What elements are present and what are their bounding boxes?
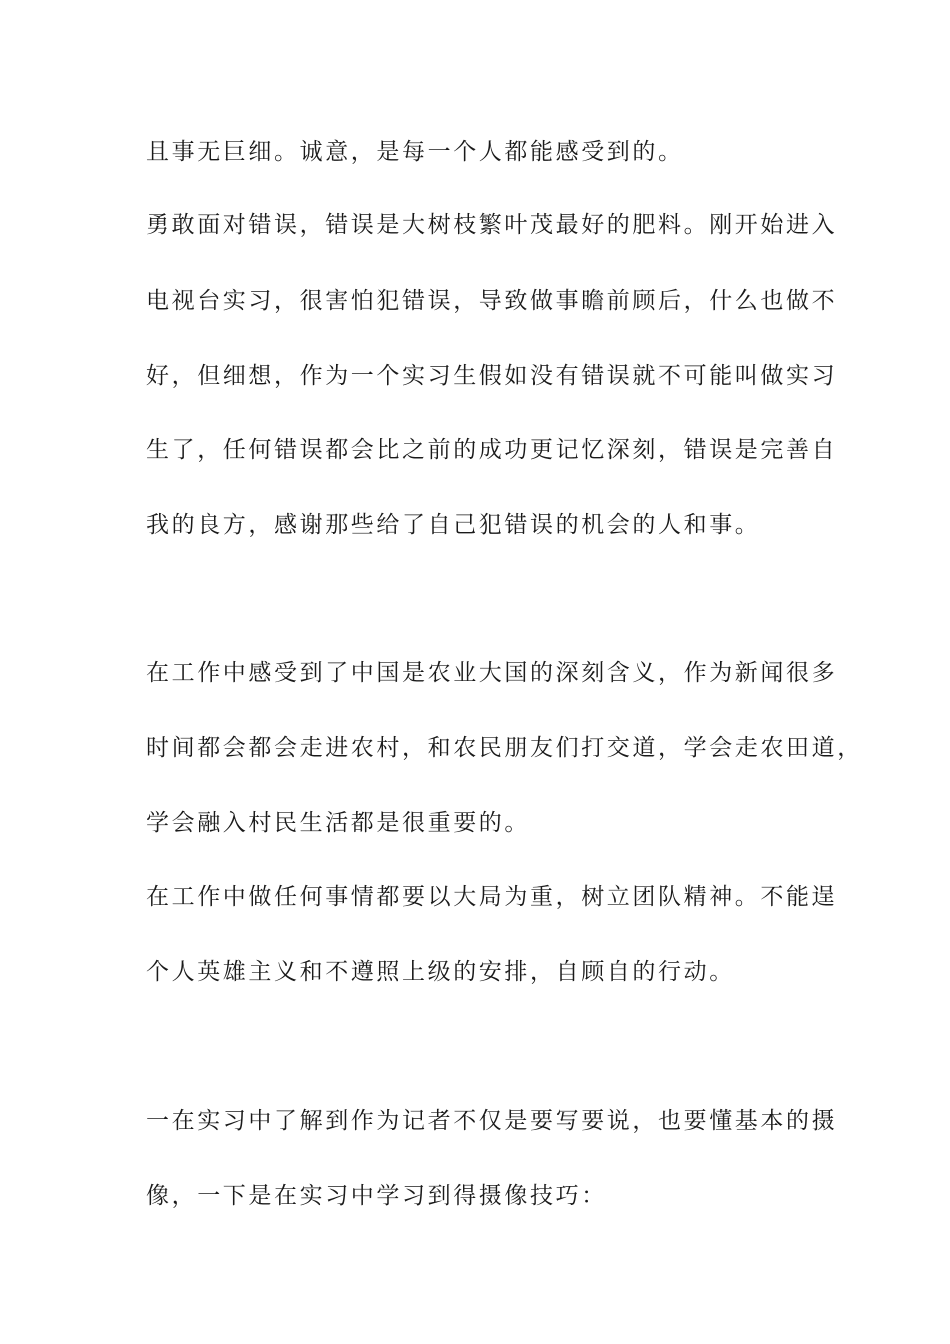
text-line: 生了，任何错误都会比之前的成功更记忆深刻，错误是完善自	[146, 437, 838, 463]
text-line: 且事无巨细。诚意，是每一个人都能感受到的。	[146, 139, 684, 165]
text-line: 我的良方，感谢那些给了自己犯错误的机会的人和事。	[146, 512, 761, 538]
text-line: 时间都会都会走进农村，和农民朋友们打交道，学会走农田道，	[146, 735, 863, 761]
text-line: 个人英雄主义和不遵照上级的安排，自顾自的行动。	[146, 959, 735, 985]
text-line: 在工作中做任何事情都要以大局为重，树立团队精神。不能逞	[146, 884, 838, 910]
text-line: 一在实习中了解到作为记者不仅是要写要说，也要懂基本的摄	[146, 1108, 838, 1134]
text-line: 电视台实习，很害怕犯错误，导致做事瞻前顾后，什么也做不	[146, 288, 838, 314]
text-line: 像，一下是在实习中学习到得摄像技巧：	[146, 1183, 607, 1209]
text-line: 在工作中感受到了中国是农业大国的深刻含义，作为新闻很多	[146, 660, 838, 686]
text-line: 好，但细想，作为一个实习生假如没有错误就不可能叫做实习	[146, 363, 838, 389]
text-line: 勇敢面对错误，错误是大树枝繁叶茂最好的肥料。刚开始进入	[146, 212, 838, 238]
text-line: 学会融入村民生活都是很重要的。	[146, 810, 530, 836]
